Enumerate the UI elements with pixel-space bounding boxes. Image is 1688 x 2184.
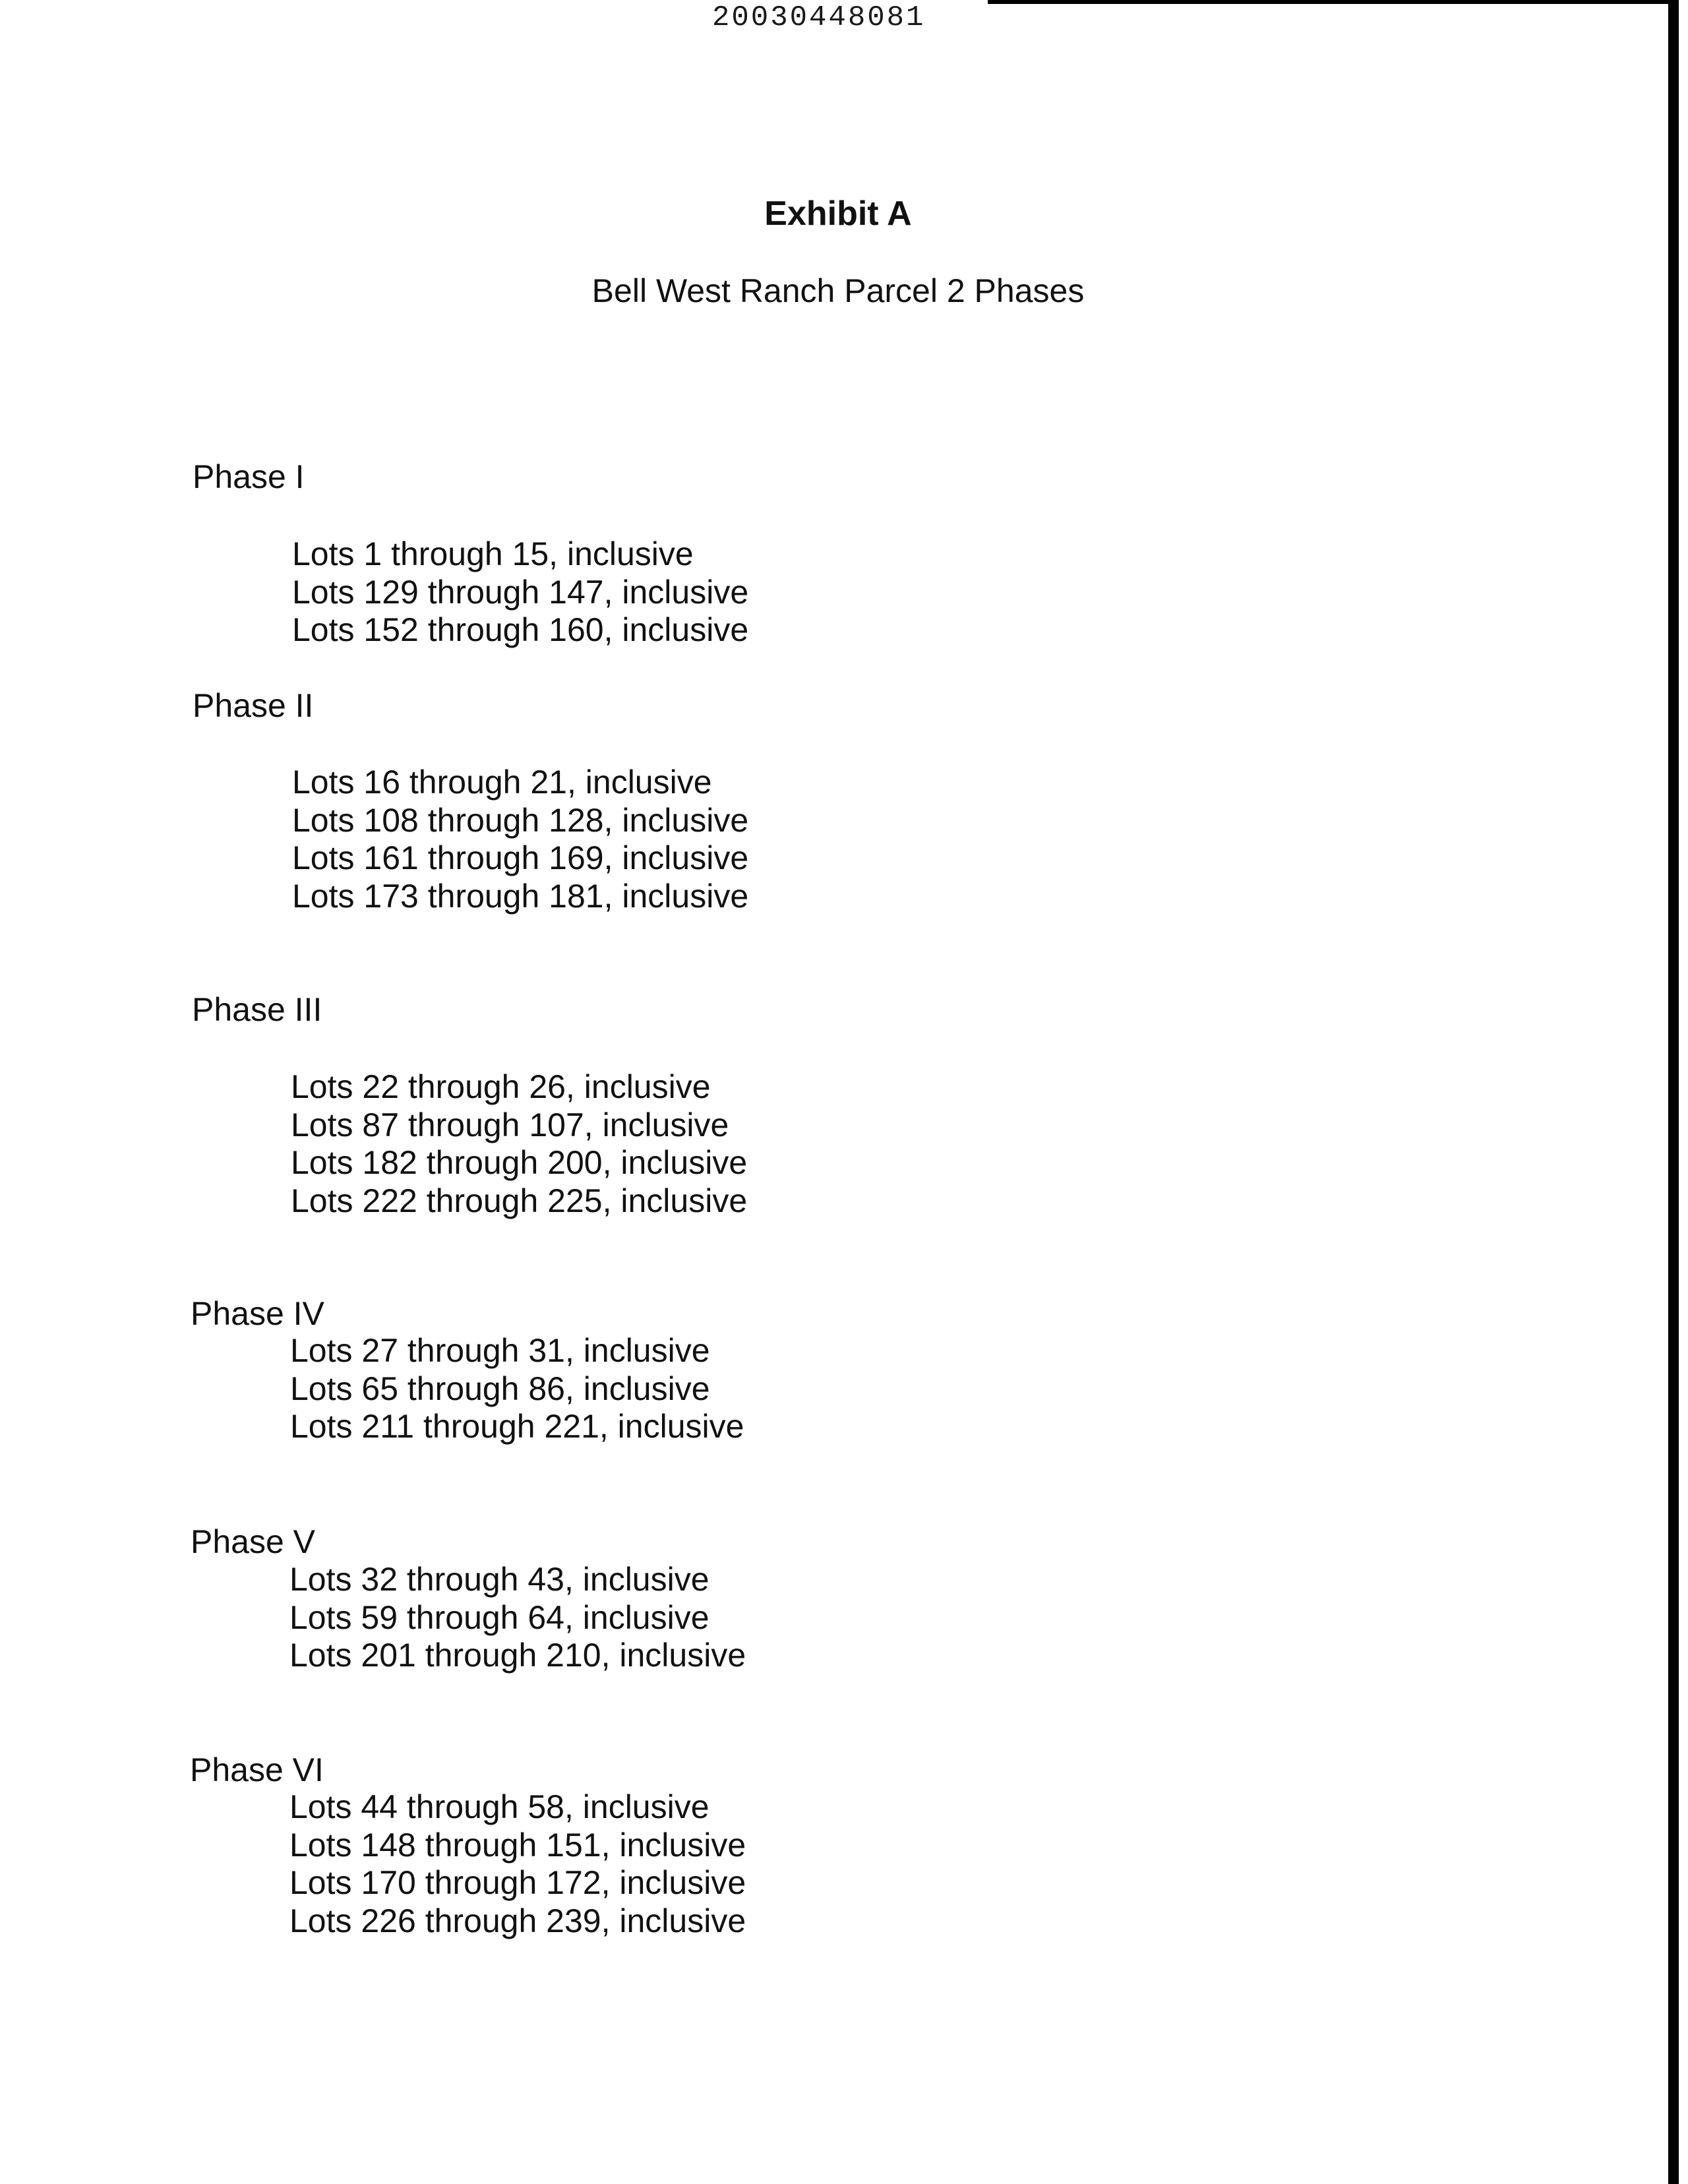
lot-range: Lots 148 through 151, inclusive (289, 1826, 746, 1864)
phase-lot-list (292, 535, 748, 650)
lot-range: Lots 44 through 58, inclusive (289, 1788, 709, 1825)
exhibit-subtitle: Bell West Ranch Parcel 2 Phases (591, 272, 1085, 309)
phase-label: Phase I (193, 458, 305, 495)
phase-label: Phase VI (190, 1751, 324, 1788)
lot-range: Lots 32 through 43, inclusive (289, 1561, 709, 1598)
lot-range: Lots 201 through 210, inclusive (289, 1637, 746, 1674)
phase-label: Phase IV (191, 1295, 324, 1332)
lot-range: Lots 152 through 160, inclusive (292, 611, 749, 648)
top-edge-rule (988, 0, 1676, 4)
phase-lot-list (291, 1068, 747, 1220)
document-number: 20030448081 (712, 1, 926, 34)
phase-label: Phase II (193, 687, 314, 724)
lot-range: Lots 129 through 147, inclusive (292, 573, 749, 611)
phase-lot-list (289, 1561, 746, 1675)
lot-range: Lots 211 through 221, inclusive (290, 1408, 744, 1445)
lot-range: Lots 22 through 26, inclusive (291, 1068, 711, 1105)
lot-range: Lots 27 through 31, inclusive (290, 1332, 710, 1369)
lot-range: Lots 182 through 200, inclusive (291, 1144, 748, 1181)
lot-range: Lots 59 through 64, inclusive (289, 1598, 709, 1636)
lot-range: Lots 108 through 128, inclusive (292, 801, 749, 839)
exhibit-title: Exhibit A (764, 195, 912, 233)
lot-range: Lots 170 through 172, inclusive (289, 1864, 746, 1901)
phase-lot-list (290, 1332, 744, 1446)
phase-label: Phase V (191, 1523, 316, 1560)
lot-range: Lots 161 through 169, inclusive (292, 839, 749, 876)
phase-lot-list (292, 764, 748, 915)
phase-lot-list (289, 1788, 746, 1940)
lot-range: Lots 173 through 181, inclusive (292, 877, 749, 915)
lot-range: Lots 16 through 21, inclusive (292, 764, 712, 801)
lot-range: Lots 65 through 86, inclusive (290, 1370, 710, 1407)
lot-range: Lots 87 through 107, inclusive (291, 1106, 729, 1143)
lot-range: Lots 1 through 15, inclusive (292, 535, 694, 572)
lot-range: Lots 222 through 225, inclusive (291, 1182, 748, 1219)
phase-label: Phase III (192, 991, 322, 1028)
right-edge-border (1668, 0, 1679, 2184)
lot-range: Lots 226 through 239, inclusive (289, 1902, 746, 1939)
